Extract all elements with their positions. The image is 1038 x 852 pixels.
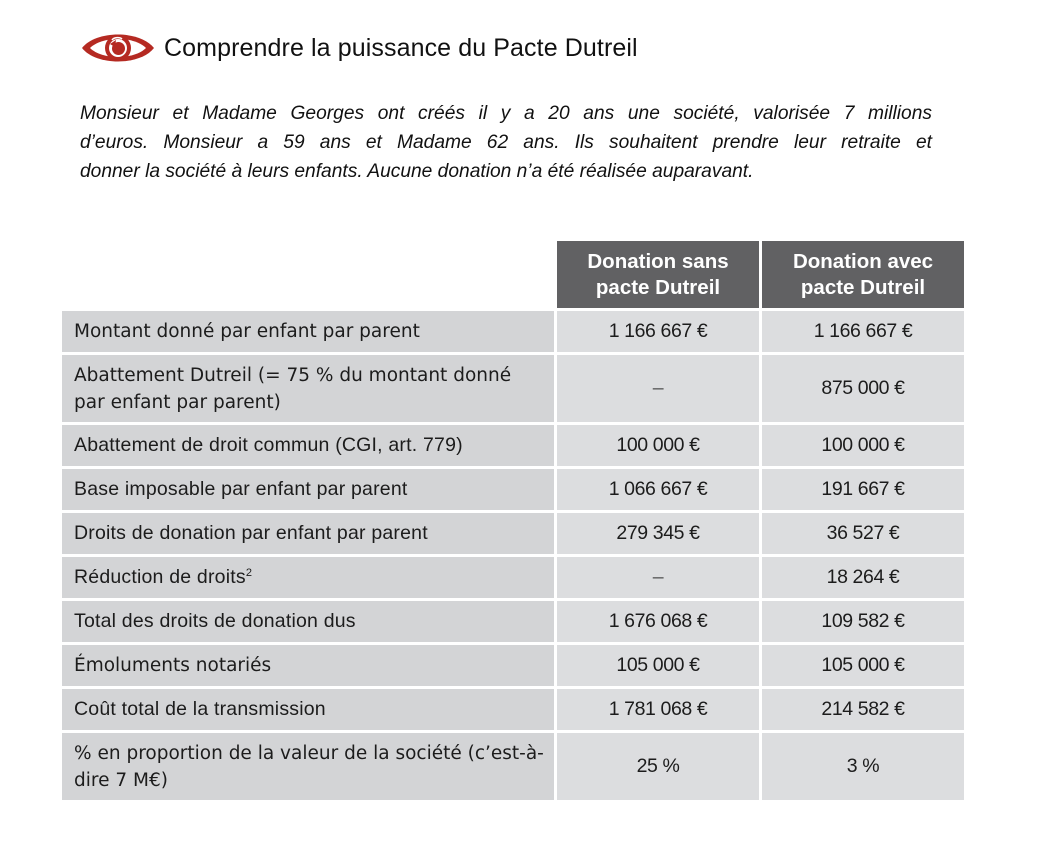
- value-sans-pacte: 1 781 068 €: [557, 689, 759, 730]
- header-blank-cell: [62, 241, 554, 308]
- column-header-bold: Dutreil: [860, 275, 926, 299]
- value-avec-pacte: 36 527 €: [762, 513, 964, 554]
- row-label-text: Réduction de droits: [74, 566, 246, 588]
- intro-line: Monsieur et Madame Georges ont créés il y a 20 ans une société, valorisée 7 millions: [80, 103, 932, 124]
- table-row: [62, 689, 964, 730]
- row-label: Coût total de la transmission: [62, 689, 554, 730]
- page-header: [80, 26, 638, 70]
- table-row: [62, 311, 964, 352]
- footnote-marker: 2: [245, 567, 253, 579]
- column-header-line2: [762, 275, 964, 301]
- value-sans-pacte: 279 345 €: [557, 513, 759, 554]
- row-label: Total des droits de donation dus: [62, 601, 554, 642]
- row-label: Droits de donation par enfant par parent: [62, 513, 554, 554]
- column-header-plain: pacte: [595, 275, 650, 299]
- value-avec-pacte: 100 000 €: [762, 425, 964, 466]
- table-row: [62, 469, 964, 510]
- value-sans-pacte: –: [557, 557, 759, 598]
- row-label: Montant donné par enfant par parent: [62, 311, 554, 352]
- column-header-bold: Dutreil: [655, 275, 721, 299]
- row-label: Émoluments notariés: [62, 645, 554, 686]
- value-avec-pacte: 3 %: [762, 733, 964, 800]
- row-label: Abattement de droit commun (CGI, art. 779): [62, 425, 554, 466]
- intro-line: d’euros. Monsieur a 59 ans et Madame 62 ans. Ils souhaitent prendre leur retraite et: [80, 132, 932, 153]
- row-label: [62, 557, 554, 598]
- intro-paragraph: [80, 99, 932, 186]
- column-header-line1: Donation sans: [587, 249, 729, 273]
- value-sans-pacte: 100 000 €: [557, 425, 759, 466]
- table-row: [62, 513, 964, 554]
- value-sans-pacte: 1 066 667 €: [557, 469, 759, 510]
- value-sans-pacte: 1 166 667 €: [557, 311, 759, 352]
- value-avec-pacte: 105 000 €: [762, 645, 964, 686]
- row-label: % en proportion de la valeur de la société (c’est-à-dire 7 M€): [62, 733, 554, 800]
- value-sans-pacte: –: [557, 355, 759, 422]
- intro-line: donner la société à leurs enfants. Aucune donation n’a été réalisée auparavant.: [80, 161, 754, 182]
- eye-icon: [80, 26, 156, 70]
- table-row: [62, 601, 964, 642]
- table-row: [62, 645, 964, 686]
- page-title: Comprendre la puissance du Pacte Dutreil: [164, 33, 638, 62]
- column-header-line1: Donation avec: [792, 249, 934, 273]
- column-header-line2: [557, 275, 759, 301]
- value-avec-pacte: 875 000 €: [762, 355, 964, 422]
- row-label: Base imposable par enfant par parent: [62, 469, 554, 510]
- column-header-sans-pacte: [557, 241, 759, 308]
- value-avec-pacte: 1 166 667 €: [762, 311, 964, 352]
- comparison-table: [59, 238, 967, 803]
- value-sans-pacte: 25 %: [557, 733, 759, 800]
- value-avec-pacte: 214 582 €: [762, 689, 964, 730]
- value-avec-pacte: 191 667 €: [762, 469, 964, 510]
- column-header-avec-pacte: [762, 241, 964, 308]
- value-sans-pacte: 1 676 068 €: [557, 601, 759, 642]
- table-header-row: [62, 241, 964, 308]
- value-avec-pacte: 18 264 €: [762, 557, 964, 598]
- table-row: [62, 425, 964, 466]
- table-row: [62, 557, 964, 598]
- value-sans-pacte: 105 000 €: [557, 645, 759, 686]
- table-row: [62, 733, 964, 800]
- column-header-plain: pacte: [800, 275, 855, 299]
- table-row: [62, 355, 964, 422]
- row-label: Abattement Dutreil (= 75 % du montant donné par enfant par parent): [62, 355, 554, 422]
- value-avec-pacte: 109 582 €: [762, 601, 964, 642]
